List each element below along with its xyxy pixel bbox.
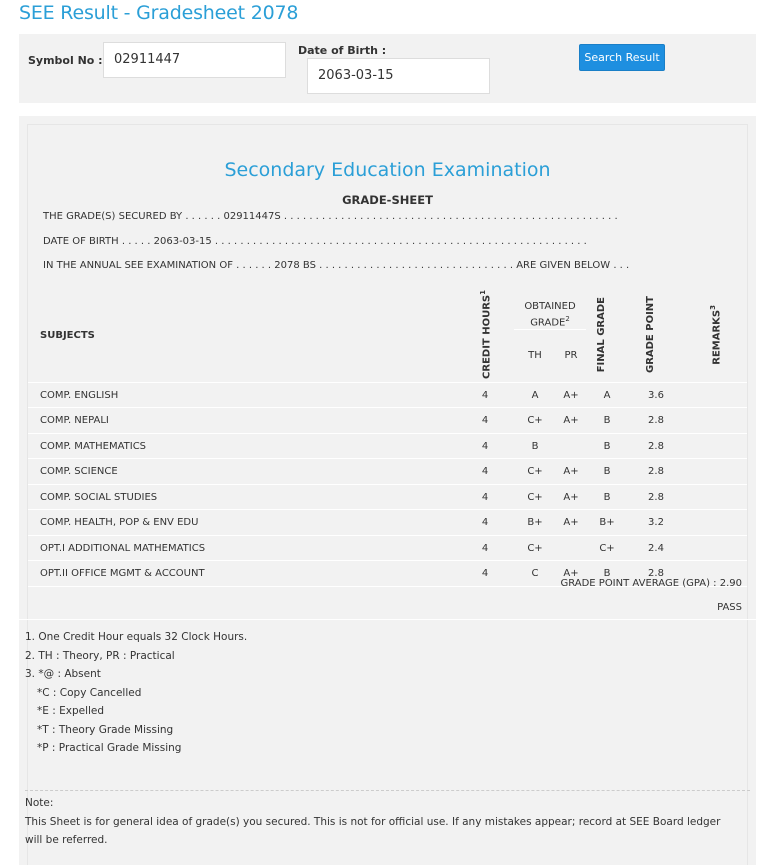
note-label: Note: xyxy=(25,797,54,809)
divider xyxy=(25,790,750,791)
subject-cell: COMP. MATHEMATICS xyxy=(28,433,456,459)
header-subjects: SUBJECTS xyxy=(28,290,456,382)
page-title: SEE Result - Gradesheet 2078 xyxy=(19,2,299,24)
table-row xyxy=(28,484,747,510)
remarks-cell xyxy=(684,408,747,434)
grade-point-cell: 3.2 xyxy=(628,510,684,536)
grade-point-cell: 2.4 xyxy=(628,535,684,561)
table-row xyxy=(28,433,747,459)
subject-cell: COMP. NEPALI xyxy=(28,408,456,434)
remarks-cell xyxy=(684,459,747,485)
note-text: This Sheet is for general idea of grade(s) you secured. This is not for official use. If any mistakes appear; record at SEE Board ledger will be referred. xyxy=(25,815,721,846)
subject-cell: COMP. SOCIAL STUDIES xyxy=(28,484,456,510)
theory-grade-cell: B+ xyxy=(514,510,556,536)
credit-hours-cell: 4 xyxy=(456,382,514,408)
grade-point-cell: 2.8 xyxy=(628,484,684,510)
dob-label: Date of Birth : xyxy=(298,44,387,57)
grade-sheet xyxy=(19,116,756,865)
credit-hours-cell: 4 xyxy=(456,459,514,485)
practical-grade-cell xyxy=(556,535,586,561)
subject-cell: COMP. ENGLISH xyxy=(28,382,456,408)
table-row xyxy=(28,382,747,408)
dob-input[interactable]: 2063-03-15 xyxy=(307,58,490,94)
result-status: PASS xyxy=(717,602,742,613)
grade-point-cell: 3.6 xyxy=(628,382,684,408)
note-item: 1. One Credit Hour equals 32 Clock Hours. xyxy=(25,631,248,643)
header-final-grade: FINAL GRADE xyxy=(586,290,628,382)
table-row xyxy=(28,510,747,536)
final-grade-cell: B xyxy=(586,433,628,459)
header-credit-hours: CREDIT HOURS$^1$ xyxy=(456,290,514,382)
credit-hours-cell: 4 xyxy=(456,408,514,434)
theory-grade-cell: C+ xyxy=(514,484,556,510)
table-row xyxy=(28,535,747,561)
credit-hours-cell: 4 xyxy=(456,510,514,536)
credit-hours-cell: 4 xyxy=(456,484,514,510)
final-grade-cell: B xyxy=(586,408,628,434)
theory-grade-cell: C+ xyxy=(514,535,556,561)
header-obtained-grade: OBTAINED GRADE$^2$ xyxy=(514,290,586,329)
notes-list xyxy=(25,628,247,758)
gpa-text: GRADE POINT AVERAGE (GPA) : 2.90 xyxy=(560,578,742,589)
practical-grade-cell: A+ xyxy=(556,459,586,485)
note-item: *C : Copy Cancelled xyxy=(37,686,142,699)
header-grade-point: GRADE POINT xyxy=(628,290,684,382)
header-remarks: REMARKS$^3$ xyxy=(684,290,747,382)
practical-grade-cell: A+ xyxy=(556,382,586,408)
dob-line: DATE OF BIRTH . . . . . 2063-03-15 . . . . . . . . . . . . . . . . . . . . . . . . . . . . . . . . . . . . . . . . . . . . . . . . . . . . . . . . . . . xyxy=(43,236,587,247)
final-grade-cell: B xyxy=(586,484,628,510)
final-grade-cell: A xyxy=(586,382,628,408)
grades-table xyxy=(28,290,747,587)
final-grade-cell: B xyxy=(586,561,628,587)
secured-by-line: THE GRADE(S) SECURED BY . . . . . . 02911447S . . . . . . . . . . . . . . . . . . . . . . . . . . . . . . . . . . . . . . . . . . . . . . . . . . . . . xyxy=(43,211,618,222)
theory-grade-cell: C xyxy=(514,561,556,587)
final-grade-cell: C+ xyxy=(586,535,628,561)
theory-grade-cell: B xyxy=(514,433,556,459)
credit-hours-cell: 4 xyxy=(456,561,514,587)
note-section xyxy=(25,794,725,850)
gradesheet-title: GRADE-SHEET xyxy=(342,193,433,207)
final-grade-cell: B+ xyxy=(586,510,628,536)
exam-line: IN THE ANNUAL SEE EXAMINATION OF . . . . . . 2078 BS . . . . . . . . . . . . . . . . . . . . . . . . . . . . . . . ARE GIVEN BELOW . . . xyxy=(43,260,630,271)
grade-point-cell: 2.8 xyxy=(628,408,684,434)
note-item: *P : Practical Grade Missing xyxy=(37,742,182,754)
subject-cell: COMP. SCIENCE xyxy=(28,459,456,485)
header-th: TH xyxy=(514,329,556,382)
practical-grade-cell: A+ xyxy=(556,408,586,434)
subject-cell: COMP. HEALTH, POP & ENV EDU xyxy=(28,510,456,536)
subject-cell: OPT.I ADDITIONAL MATHEMATICS xyxy=(28,535,456,561)
theory-grade-cell: A xyxy=(514,382,556,408)
practical-grade-cell: A+ xyxy=(556,510,586,536)
symbol-label: Symbol No : xyxy=(28,54,103,67)
exam-title: Secondary Education Examination xyxy=(224,159,551,181)
grade-point-cell: 2.8 xyxy=(628,459,684,485)
practical-grade-cell: A+ xyxy=(556,561,586,587)
final-grade-cell: B xyxy=(586,459,628,485)
note-item: *E : Expelled xyxy=(37,705,105,717)
symbol-input[interactable]: 02911447 xyxy=(103,42,286,78)
table-row xyxy=(28,459,747,485)
table-row xyxy=(28,408,747,434)
subject-cell: OPT.II OFFICE MGMT & ACCOUNT xyxy=(28,561,456,587)
note-item: 3. *@ : Absent xyxy=(25,668,101,680)
note-item: 2. TH : Theory, PR : Practical xyxy=(25,649,175,662)
grade-point-cell: 2.8 xyxy=(628,433,684,459)
theory-grade-cell: C+ xyxy=(514,408,556,434)
remarks-cell xyxy=(684,484,747,510)
remarks-cell xyxy=(684,510,747,536)
remarks-cell xyxy=(684,382,747,408)
remarks-cell xyxy=(684,433,747,459)
practical-grade-cell: A+ xyxy=(556,484,586,510)
practical-grade-cell xyxy=(556,433,586,459)
search-result-button[interactable]: Search Result xyxy=(579,44,665,71)
remarks-cell xyxy=(684,535,747,561)
credit-hours-cell: 4 xyxy=(456,433,514,459)
theory-grade-cell: C+ xyxy=(514,459,556,485)
header-pr: PR xyxy=(556,329,586,382)
credit-hours-cell: 4 xyxy=(456,535,514,561)
note-item: *T : Theory Grade Missing xyxy=(37,723,174,736)
grade-point-cell: 2.8 xyxy=(628,561,684,587)
